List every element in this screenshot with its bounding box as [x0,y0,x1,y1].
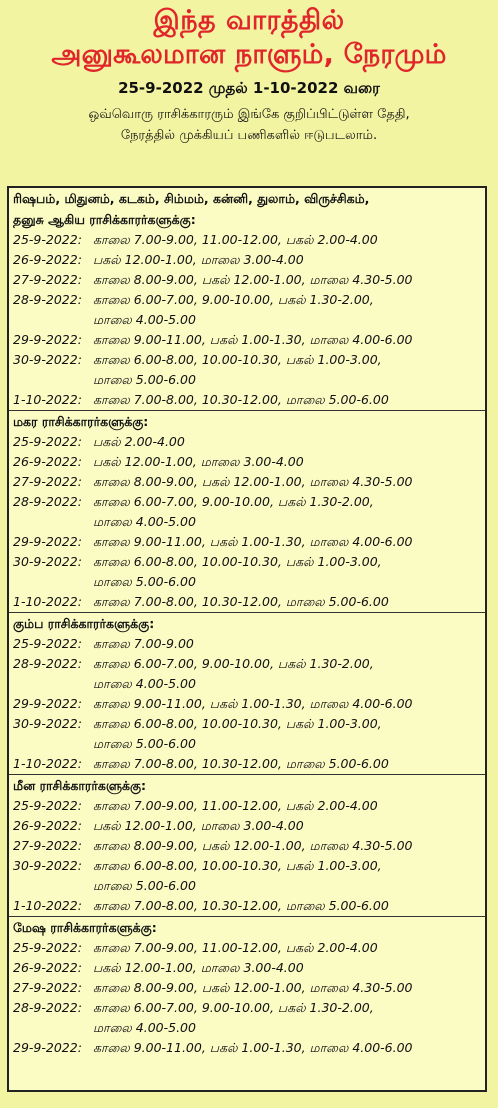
entry-date: 26-9-2022: [13,454,82,469]
entry-times-continued: மாலை 5.00-6.00 [93,878,196,893]
entry-date: 27-9-2022: [13,474,82,489]
section-title: ரிஷபம், மிதுனம், கடகம், சிம்மம், கன்னி, துலாம், விருச்சிகம், [13,191,370,206]
schedule-entry [9,432,485,452]
entry-date: 1-10-2022: [13,594,82,609]
entry-times-continued: மாலை 4.00-5.00 [93,514,196,529]
entry-times: காலை 9.00-11.00, பகல் 1.00-1.30, மாலை 4.00-6.00 [93,696,413,711]
entry-times: காலை 8.00-9.00, பகல் 12.00-1.00, மாலை 4.30-5.00 [93,272,413,287]
entry-date: 27-9-2022: [13,272,82,287]
entry-date: 28-9-2022: [13,656,82,671]
entry-times: காலை 7.00-8.00, 10.30-12.00, மாலை 5.00-6.00 [93,756,389,771]
entry-times-continued: மாலை 5.00-6.00 [93,372,196,387]
schedule-entry [9,654,485,674]
entry-date: 30-9-2022: [13,352,82,367]
rasi-section [9,775,485,917]
entry-times: காலை 7.00-8.00, 10.30-12.00, மாலை 5.00-6.00 [93,898,389,913]
entry-times: காலை 8.00-9.00, பகல் 12.00-1.00, மாலை 4.30-5.00 [93,474,413,489]
schedule-entry [9,390,485,410]
entry-times-continued: மாலை 4.00-5.00 [93,676,196,691]
entry-date: 28-9-2022: [13,292,82,307]
entry-times: காலை 9.00-11.00, பகல் 1.00-1.30, மாலை 4.00-6.00 [93,1040,413,1055]
entry-date: 27-9-2022: [13,838,82,853]
schedule-entry [9,270,485,290]
entry-times: காலை 9.00-11.00, பகல் 1.00-1.30, மாலை 4.00-6.00 [93,534,413,549]
entry-date: 30-9-2022: [13,858,82,873]
entry-date: 1-10-2022: [13,898,82,913]
entry-times: பகல் 12.00-1.00, மாலை 3.00-4.00 [93,818,304,833]
entry-date: 30-9-2022: [13,716,82,731]
schedule-entry [9,836,485,856]
date-range: 25-9-2022 முதல் 1-10-2022 வரை [118,79,380,97]
entry-date: 29-9-2022: [13,534,82,549]
schedule-entry [9,816,485,836]
intro-line: நேரத்தில் முக்கியப் பணிகளில் ஈடுபடலாம். [120,128,378,143]
schedule-entry [9,754,485,774]
entry-date: 29-9-2022: [13,1040,82,1055]
entry-times: காலை 7.00-9.00 [93,636,194,651]
rasi-section [9,917,485,1058]
intro-line: ஒவ்வொரு ராசிக்காரரும் இங்கே குறிப்பிட்டுள்ள தேதி, [88,107,410,122]
entry-times: காலை 6.00-7.00, 9.00-10.00, பகல் 1.30-2.00, [93,656,374,671]
schedule-entry [9,978,485,998]
entry-times: பகல் 12.00-1.00, மாலை 3.00-4.00 [93,960,304,975]
entry-date: 26-9-2022: [13,818,82,833]
entry-date: 28-9-2022: [13,494,82,509]
schedule-entry [9,938,485,958]
section-title: மகர ராசிக்காரர்களுக்கு: [13,414,149,429]
entry-date: 25-9-2022: [13,434,82,449]
entry-times: காலை 9.00-11.00, பகல் 1.00-1.30, மாலை 4.00-6.00 [93,332,413,347]
schedule-entry [9,532,485,552]
schedule-entry [9,856,485,876]
rasi-section [9,613,485,775]
entry-date: 1-10-2022: [13,392,82,407]
entry-date: 27-9-2022: [13,980,82,995]
page-title: இந்த வாரத்தில் [153,5,345,36]
page-subtitle: அனுகூலமான நாளும், நேரமும் [51,39,447,70]
entry-times: காலை 6.00-8.00, 10.00-10.30, பகல் 1.00-3.00, [93,716,382,731]
entry-times: பகல் 12.00-1.00, மாலை 3.00-4.00 [93,454,304,469]
schedule-entry [9,896,485,916]
section-title: மீன ராசிக்காரர்களுக்கு: [13,778,147,793]
schedule-entry [9,714,485,734]
section-title: தனுசு ஆகிய ராசிக்காரர்களுக்கு: [13,212,196,227]
entry-times: காலை 7.00-9.00, 11.00-12.00, பகல் 2.00-4.00 [93,940,378,955]
entry-times: காலை 6.00-8.00, 10.00-10.30, பகல் 1.00-3.00, [93,554,382,569]
rasi-section [9,411,485,613]
schedule-entry [9,958,485,978]
entry-date: 28-9-2022: [13,1000,82,1015]
entry-date: 25-9-2022: [13,636,82,651]
entry-date: 25-9-2022: [13,940,82,955]
entry-date: 29-9-2022: [13,332,82,347]
entry-times-continued: மாலை 4.00-5.00 [93,312,196,327]
schedule-entry [9,250,485,270]
entry-date: 1-10-2022: [13,756,82,771]
entry-date: 30-9-2022: [13,554,82,569]
schedule-entry [9,1038,485,1058]
header [0,4,498,146]
entry-times: காலை 6.00-8.00, 10.00-10.30, பகல் 1.00-3.00, [93,352,382,367]
schedule-entry [9,998,485,1018]
schedule-entry [9,492,485,512]
schedule-entry [9,592,485,612]
entry-times: காலை 7.00-9.00, 11.00-12.00, பகல் 2.00-4.00 [93,232,378,247]
entry-date: 25-9-2022: [13,798,82,813]
rasi-section [9,188,485,411]
schedule-entry [9,552,485,572]
intro-text [0,104,498,146]
entry-times: காலை 7.00-8.00, 10.30-12.00, மாலை 5.00-6.00 [93,392,389,407]
schedule-entry [9,452,485,472]
entry-times: பகல் 2.00-4.00 [93,434,185,449]
entry-times: காலை 8.00-9.00, பகல் 12.00-1.00, மாலை 4.30-5.00 [93,838,413,853]
entry-times: பகல் 12.00-1.00, மாலை 3.00-4.00 [93,252,304,267]
schedule-entry [9,350,485,370]
entry-times-continued: மாலை 5.00-6.00 [93,736,196,751]
entry-date: 25-9-2022: [13,232,82,247]
entry-date: 26-9-2022: [13,960,82,975]
schedule-entry [9,634,485,654]
schedule-entry [9,330,485,350]
entry-date: 26-9-2022: [13,252,82,267]
section-title: மேஷ ராசிக்காரர்களுக்கு: [13,920,157,935]
entry-times: காலை 7.00-8.00, 10.30-12.00, மாலை 5.00-6.00 [93,594,389,609]
entry-times-continued: மாலை 5.00-6.00 [93,574,196,589]
entry-times: காலை 7.00-9.00, 11.00-12.00, பகல் 2.00-4.00 [93,798,378,813]
entry-times: காலை 6.00-7.00, 9.00-10.00, பகல் 1.30-2.00, [93,292,374,307]
schedule-entry [9,230,485,250]
schedule-entry [9,290,485,310]
schedule-entry [9,694,485,714]
schedule-entry [9,472,485,492]
entry-times-continued: மாலை 4.00-5.00 [93,1020,196,1035]
entry-times: காலை 6.00-8.00, 10.00-10.30, பகல் 1.00-3.00, [93,858,382,873]
entry-times: காலை 8.00-9.00, பகல் 12.00-1.00, மாலை 4.30-5.00 [93,980,413,995]
entry-times: காலை 6.00-7.00, 9.00-10.00, பகல் 1.30-2.00, [93,494,374,509]
schedule-box [7,186,487,1092]
section-title: கும்ப ராசிக்காரர்களுக்கு: [13,616,155,631]
entry-date: 29-9-2022: [13,696,82,711]
entry-times: காலை 6.00-7.00, 9.00-10.00, பகல் 1.30-2.00, [93,1000,374,1015]
schedule-entry [9,796,485,816]
